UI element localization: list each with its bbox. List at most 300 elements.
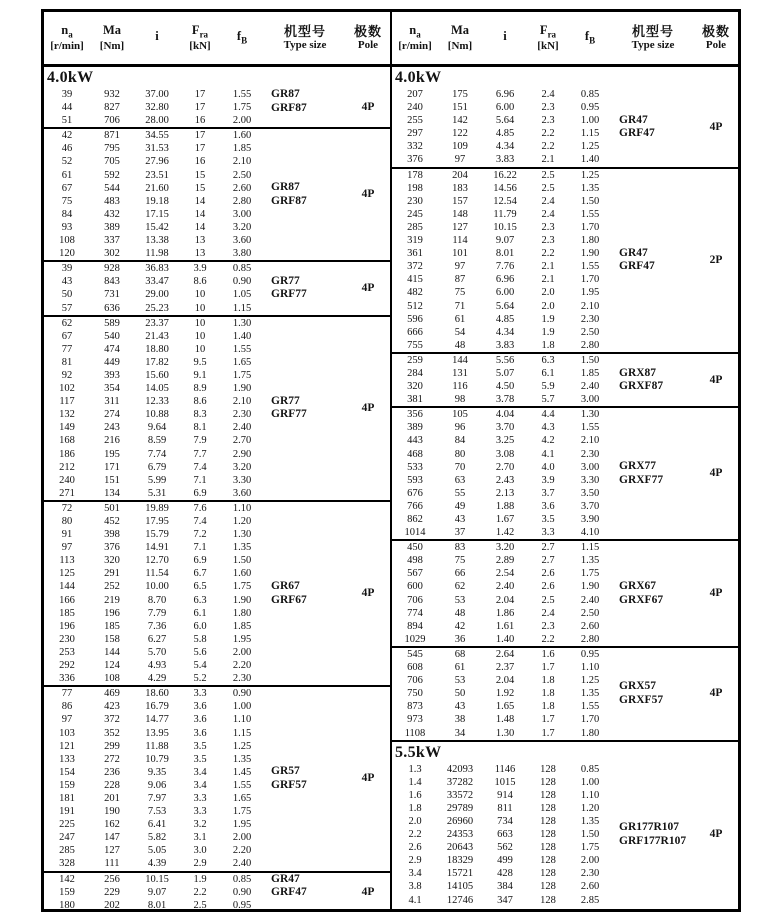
cell-radial-force: 3.3 [541, 527, 555, 539]
cell-torque: 843 [104, 276, 120, 288]
cell-torque: 114 [452, 235, 468, 247]
cell-service-factor: 0.95 [232, 899, 252, 909]
cell-service-factor: 1.15 [232, 302, 252, 314]
cell-radial-force: 17 [194, 130, 206, 142]
cell-service-factor: 1.25 [580, 141, 600, 153]
cell-ratio: 3.83 [495, 339, 515, 351]
type-size-label: GRF77 [271, 288, 307, 301]
table-header-left [44, 12, 390, 67]
cell-ratio: 25.23 [145, 302, 169, 314]
cell-speed: 67 [61, 330, 73, 342]
cell-torque: 134 [104, 487, 120, 499]
cell-ratio: 6.27 [147, 633, 167, 645]
cell-radial-force: 128 [540, 855, 556, 867]
cell-speed: 46 [61, 143, 73, 155]
col-header-torque: Ma [Nm] [99, 22, 125, 53]
cell-radial-force: 2.5 [541, 594, 555, 606]
cell-ratio: 6.00 [495, 102, 515, 114]
cell-service-factor: 1.25 [580, 675, 600, 687]
cell-torque: 144 [452, 354, 468, 366]
cell-torque: 49 [454, 500, 466, 512]
cell-speed: 593 [407, 474, 423, 486]
cell-speed: 108 [59, 235, 75, 247]
cell-radial-force: 14 [194, 195, 206, 207]
cell-ratio: 1.67 [495, 514, 515, 525]
cell-service-factor: 1.75 [232, 581, 252, 593]
cell-ratio: 12.70 [145, 555, 169, 567]
cell-radial-force: 2.2 [193, 886, 207, 898]
cell-service-factor: 1.50 [580, 354, 600, 366]
cell-speed: 132 [59, 409, 75, 421]
cell-service-factor: 2.60 [580, 881, 600, 893]
cell-radial-force: 7.1 [193, 542, 207, 554]
cell-service-factor: 2.60 [580, 620, 600, 632]
pole-cell [694, 169, 738, 352]
cell-torque: 162 [104, 819, 120, 831]
table-section [392, 648, 738, 742]
cell-radial-force: 1.7 [541, 727, 555, 739]
cell-torque: 116 [452, 381, 468, 393]
cell-torque: 432 [104, 208, 120, 220]
cell-torque: 474 [104, 343, 120, 355]
cell-service-factor: 1.35 [580, 182, 600, 194]
cell-speed: 1108 [404, 727, 426, 739]
cell-ratio: 11.88 [145, 740, 169, 752]
cell-torque: 53 [454, 675, 466, 687]
cell-speed: 117 [59, 396, 75, 408]
cell-ratio: 2.04 [495, 675, 515, 687]
cell-speed: 2.0 [408, 815, 422, 827]
pole-label: 4P [361, 401, 375, 414]
cell-service-factor: 1.50 [232, 555, 252, 567]
cell-service-factor: 1.55 [580, 261, 600, 273]
cell-speed: 159 [59, 779, 75, 791]
cell-radial-force: 4.0 [541, 461, 555, 473]
cell-torque: 376 [104, 542, 120, 554]
cell-speed: 42 [61, 130, 73, 142]
type-size-cell [612, 541, 694, 646]
cell-torque: 636 [104, 302, 120, 314]
cell-service-factor: 1.00 [580, 115, 600, 127]
cell-speed: 247 [59, 832, 75, 844]
cell-radial-force: 15 [194, 182, 206, 194]
cell-service-factor: 3.50 [580, 487, 600, 499]
cell-ratio: 9.35 [147, 766, 167, 778]
cell-service-factor: 1.10 [232, 714, 252, 726]
cell-radial-force: 2.7 [541, 555, 555, 567]
cell-ratio: 9.07 [495, 235, 515, 247]
cell-speed: 706 [407, 675, 423, 687]
cell-service-factor: 1.80 [580, 727, 600, 739]
cell-torque: 127 [452, 221, 468, 233]
cell-torque: 256 [104, 873, 120, 885]
cell-radial-force: 10 [194, 330, 206, 342]
cell-speed: 97 [61, 542, 73, 554]
cell-torque: 34 [454, 727, 466, 739]
cell-speed: 1.6 [408, 789, 422, 801]
cell-ratio: 2.89 [495, 555, 515, 567]
cell-radial-force: 128 [540, 829, 556, 841]
cell-ratio: 6.79 [147, 461, 167, 473]
pole-cell [346, 687, 390, 870]
type-size-label: GRXF87 [619, 380, 664, 393]
cell-speed: 91 [61, 529, 73, 541]
cell-service-factor: 1.10 [580, 789, 600, 801]
cell-ratio: 5.64 [495, 300, 515, 312]
type-size-label: GR57 [271, 765, 300, 778]
cell-service-factor: 0.90 [232, 276, 252, 288]
cell-speed: 102 [59, 383, 75, 395]
cell-service-factor: 1.85 [580, 367, 600, 379]
cell-radial-force: 3.0 [193, 845, 207, 857]
cell-service-factor: 1.55 [580, 701, 600, 713]
cell-ratio: 2.37 [495, 662, 515, 674]
cell-service-factor: 1.95 [232, 633, 252, 645]
type-size-label: GRF177R107 [619, 834, 687, 847]
cell-service-factor: 1.10 [580, 662, 600, 674]
cell-torque: 108 [104, 673, 120, 685]
cell-service-factor: 2.10 [580, 435, 600, 447]
pole-cell [694, 541, 738, 646]
cell-radial-force: 128 [540, 815, 556, 827]
cell-service-factor: 1.85 [232, 620, 252, 632]
cell-service-factor: 1.90 [580, 581, 600, 593]
cell-service-factor: 3.30 [580, 474, 600, 486]
cell-service-factor: 0.90 [232, 886, 252, 898]
cell-radial-force: 1.8 [541, 675, 555, 687]
cell-torque: 389 [104, 221, 120, 233]
cell-speed: 4.1 [408, 894, 422, 906]
cell-speed: 67 [61, 182, 73, 194]
cell-service-factor: 1.60 [232, 568, 252, 580]
cell-ratio: 14.05 [145, 383, 169, 395]
cell-radial-force: 7.4 [193, 516, 207, 527]
cell-speed: 1.8 [408, 802, 422, 814]
cell-service-factor: 1.70 [580, 221, 600, 233]
cell-radial-force: 10 [194, 289, 206, 301]
cell-service-factor: 2.50 [580, 607, 600, 619]
cell-ratio: 15.60 [145, 369, 169, 381]
cell-service-factor: 1.35 [580, 688, 600, 700]
cell-torque: 871 [104, 130, 120, 142]
cell-service-factor: 1.35 [580, 555, 600, 567]
cell-speed: 186 [59, 448, 75, 460]
cell-torque: 68 [454, 648, 466, 660]
cell-torque: 75 [454, 555, 466, 567]
cell-torque: 452 [104, 516, 120, 527]
cell-speed: 498 [407, 555, 423, 567]
type-size-label: GRF57 [271, 778, 307, 791]
cell-ratio: 1.92 [495, 688, 515, 700]
cell-speed: 240 [59, 474, 75, 486]
cell-speed: 2.2 [408, 829, 422, 841]
cell-torque: 398 [104, 529, 120, 541]
cell-speed: 482 [407, 287, 423, 299]
cell-torque: 171 [104, 461, 120, 473]
cell-radial-force: 2.9 [193, 858, 207, 870]
cell-ratio: 16.79 [145, 701, 169, 713]
pole-cell [694, 88, 738, 167]
col-header-pole: 极数 Pole [701, 23, 730, 52]
cell-speed: 154 [59, 766, 75, 778]
power-heading: 4.0kW [47, 69, 94, 86]
cell-torque: 26960 [446, 815, 474, 827]
cell-ratio: 10.88 [145, 409, 169, 421]
cell-ratio: 1.65 [495, 701, 515, 713]
type-size-label: GR77 [271, 394, 300, 407]
cell-ratio: 34.55 [145, 130, 169, 142]
type-size-label: GRF87 [271, 194, 307, 207]
cell-speed: 120 [59, 248, 75, 260]
cell-speed: 166 [59, 594, 75, 606]
cell-ratio: 2.54 [495, 568, 515, 580]
cell-speed: 596 [407, 313, 423, 325]
type-size-label: GRXF57 [619, 693, 664, 706]
cell-torque: 196 [104, 607, 120, 619]
cell-ratio: 5.05 [147, 845, 167, 857]
cell-ratio: 17.82 [145, 356, 169, 368]
cell-speed: 285 [59, 845, 75, 857]
cell-service-factor: 1.75 [232, 102, 252, 114]
cell-ratio: 663 [497, 829, 513, 841]
cell-ratio: 36.83 [145, 263, 169, 275]
cell-torque: 63 [454, 474, 466, 486]
cell-radial-force: 2.1 [541, 154, 555, 166]
cell-radial-force: 4.4 [541, 409, 555, 421]
cell-ratio: 8.01 [495, 248, 515, 260]
cell-service-factor: 1.00 [580, 776, 600, 788]
cell-ratio: 10.15 [145, 873, 169, 885]
cell-radial-force: 128 [540, 881, 556, 893]
cell-torque: 274 [104, 409, 120, 421]
table-header-right [392, 12, 738, 67]
col-header-type-size: 机型号 Type size [631, 23, 675, 52]
table-section [44, 873, 390, 909]
cell-service-factor: 1.85 [232, 143, 252, 155]
cell-service-factor: 1.65 [232, 792, 252, 804]
cell-radial-force: 1.8 [541, 701, 555, 713]
col-header-service-factor: $f_B$ [236, 29, 248, 46]
cell-ratio: 4.50 [495, 381, 515, 393]
cell-speed: 271 [59, 487, 75, 499]
cell-torque: 105 [452, 409, 468, 421]
cell-service-factor: 1.50 [580, 195, 600, 207]
cell-service-factor: 1.40 [232, 330, 252, 342]
cell-torque: 483 [104, 195, 120, 207]
cell-ratio: 4.04 [495, 409, 515, 421]
cell-radial-force: 2.5 [541, 169, 555, 181]
cell-torque: 54 [454, 326, 466, 338]
cell-service-factor: 2.00 [232, 115, 252, 127]
cell-speed: 450 [407, 542, 423, 554]
cell-ratio: 4.39 [147, 858, 167, 870]
cell-speed: 415 [407, 274, 423, 286]
cell-torque: 204 [452, 169, 468, 181]
table-section [392, 408, 738, 541]
cell-radial-force: 4.3 [541, 422, 555, 434]
cell-radial-force: 2.3 [541, 620, 555, 632]
cell-ratio: 8.70 [147, 594, 167, 606]
cell-service-factor: 1.00 [232, 701, 252, 713]
cell-ratio: 1.30 [495, 727, 515, 739]
cell-ratio: 4.85 [495, 128, 515, 140]
cell-service-factor: 3.60 [232, 487, 252, 499]
type-size-cell [264, 502, 346, 685]
cell-radial-force: 2.4 [541, 195, 555, 207]
type-size-label: GRXF67 [619, 593, 664, 606]
cell-radial-force: 3.4 [193, 766, 207, 778]
cell-speed: 332 [407, 141, 423, 153]
cell-radial-force: 10 [194, 302, 206, 314]
cell-service-factor: 0.85 [580, 89, 600, 100]
type-size-cell [612, 354, 694, 406]
pole-label: 4P [709, 467, 723, 480]
type-size-label: GRX77 [619, 460, 657, 473]
cell-service-factor: 2.20 [232, 660, 252, 672]
cell-radial-force: 2.2 [541, 248, 555, 260]
cell-ratio: 811 [497, 802, 513, 814]
cell-service-factor: 1.40 [580, 154, 600, 166]
cell-ratio: 17.15 [145, 208, 169, 220]
cell-radial-force: 6.7 [193, 568, 207, 580]
cell-radial-force: 9.5 [193, 356, 207, 368]
cell-torque: 14105 [446, 881, 474, 893]
cell-service-factor: 1.30 [232, 317, 252, 329]
cell-radial-force: 2.2 [541, 633, 555, 645]
cell-torque: 36 [454, 633, 466, 645]
pole-label: 4P [709, 373, 723, 386]
cell-service-factor: 1.55 [232, 89, 252, 100]
cell-radial-force: 7.7 [193, 448, 207, 460]
cell-torque: 15721 [446, 868, 474, 880]
cell-ratio: 9.07 [147, 886, 167, 898]
cell-ratio: 6.41 [147, 819, 167, 831]
cell-radial-force: 2.3 [541, 235, 555, 247]
cell-service-factor: 0.85 [580, 763, 600, 775]
cell-ratio: 14.91 [145, 542, 169, 554]
cell-torque: 43 [454, 701, 466, 713]
cell-ratio: 3.83 [495, 154, 515, 166]
cell-torque: 29789 [446, 802, 474, 814]
cell-radial-force: 128 [540, 894, 556, 906]
cell-speed: 253 [59, 646, 75, 658]
cell-ratio: 21.43 [145, 330, 169, 342]
cell-radial-force: 3.3 [193, 688, 207, 700]
pole-label: 4P [709, 828, 723, 841]
col-header-radial-force: $F_{ra}$ [kN] [189, 22, 211, 53]
pole-label: 4P [361, 188, 375, 201]
cell-torque: 501 [104, 502, 120, 514]
cell-service-factor: 3.60 [232, 235, 252, 247]
cell-service-factor: 0.95 [580, 102, 600, 114]
cell-ratio: 1.42 [495, 527, 515, 539]
cell-radial-force: 2.7 [541, 542, 555, 554]
cell-speed: 1029 [404, 633, 426, 645]
cell-radial-force: 10 [194, 343, 206, 355]
power-heading: 4.0kW [395, 69, 442, 86]
cell-speed: 894 [407, 620, 423, 632]
cell-ratio: 5.07 [495, 367, 515, 379]
cell-ratio: 11.98 [145, 248, 169, 260]
cell-service-factor: 1.55 [580, 422, 600, 434]
cell-service-factor: 0.90 [232, 688, 252, 700]
cell-service-factor: 1.70 [580, 714, 600, 726]
cell-torque: 175 [452, 89, 468, 100]
type-size-label: GR47 [271, 872, 300, 885]
cell-service-factor: 1.75 [580, 568, 600, 580]
cell-service-factor: 2.30 [580, 313, 600, 325]
cell-service-factor: 2.30 [232, 409, 252, 421]
cell-service-factor: 1.15 [580, 542, 600, 554]
cell-speed: 2.6 [408, 842, 422, 854]
cell-service-factor: 2.70 [232, 435, 252, 447]
cell-ratio: 6.96 [495, 274, 515, 286]
cell-ratio: 6.96 [495, 89, 515, 100]
cell-service-factor: 2.60 [232, 182, 252, 194]
cell-speed: 230 [59, 633, 75, 645]
cell-ratio: 7.53 [147, 806, 167, 818]
cell-torque: 291 [104, 568, 120, 580]
cell-speed: 774 [407, 607, 423, 619]
type-size-label: GR47 [619, 246, 648, 259]
cell-torque: 18329 [446, 855, 474, 867]
cell-ratio: 6.00 [495, 287, 515, 299]
cell-ratio: 2.13 [495, 487, 515, 499]
pole-label: 4P [709, 587, 723, 600]
cell-radial-force: 1.8 [541, 339, 555, 351]
cell-radial-force: 5.2 [193, 673, 207, 685]
cell-service-factor: 2.50 [580, 326, 600, 338]
type-size-cell [264, 129, 346, 260]
cell-speed: 512 [407, 300, 423, 312]
cell-torque: 272 [104, 753, 120, 765]
type-size-label: GRX67 [619, 580, 657, 593]
cell-torque: 151 [452, 102, 468, 114]
cell-torque: 216 [104, 435, 120, 447]
cell-torque: 352 [104, 727, 120, 739]
cell-ratio: 734 [497, 815, 513, 827]
cell-torque: 84 [454, 435, 466, 447]
cell-ratio: 4.34 [495, 141, 515, 153]
cell-ratio: 7.74 [147, 448, 167, 460]
cell-radial-force: 128 [540, 842, 556, 854]
type-size-label: GRX87 [619, 366, 657, 379]
cell-ratio: 2.43 [495, 474, 515, 486]
cell-radial-force: 128 [540, 802, 556, 814]
cell-torque: 705 [104, 156, 120, 168]
cell-radial-force: 3.5 [541, 514, 555, 525]
cell-ratio: 19.89 [145, 502, 169, 514]
cell-speed: 142 [59, 873, 75, 885]
cell-service-factor: 1.60 [232, 130, 252, 142]
cell-service-factor: 1.05 [232, 289, 252, 301]
cell-radial-force: 3.3 [193, 806, 207, 818]
cell-speed: 77 [61, 343, 73, 355]
cell-radial-force: 8.3 [193, 409, 207, 421]
cell-ratio: 14.77 [145, 714, 169, 726]
cell-speed: 57 [61, 302, 73, 314]
cell-ratio: 2.40 [495, 581, 515, 593]
cell-torque: 75 [454, 287, 466, 299]
cell-service-factor: 2.50 [232, 169, 252, 181]
type-size-label: GR67 [271, 580, 300, 593]
cell-ratio: 13.38 [145, 235, 169, 247]
cell-torque: 37282 [446, 776, 474, 788]
type-size-label: GRF47 [619, 260, 655, 273]
cell-radial-force: 7.2 [193, 529, 207, 541]
table-section [44, 502, 390, 687]
cell-ratio: 11.54 [145, 568, 169, 580]
